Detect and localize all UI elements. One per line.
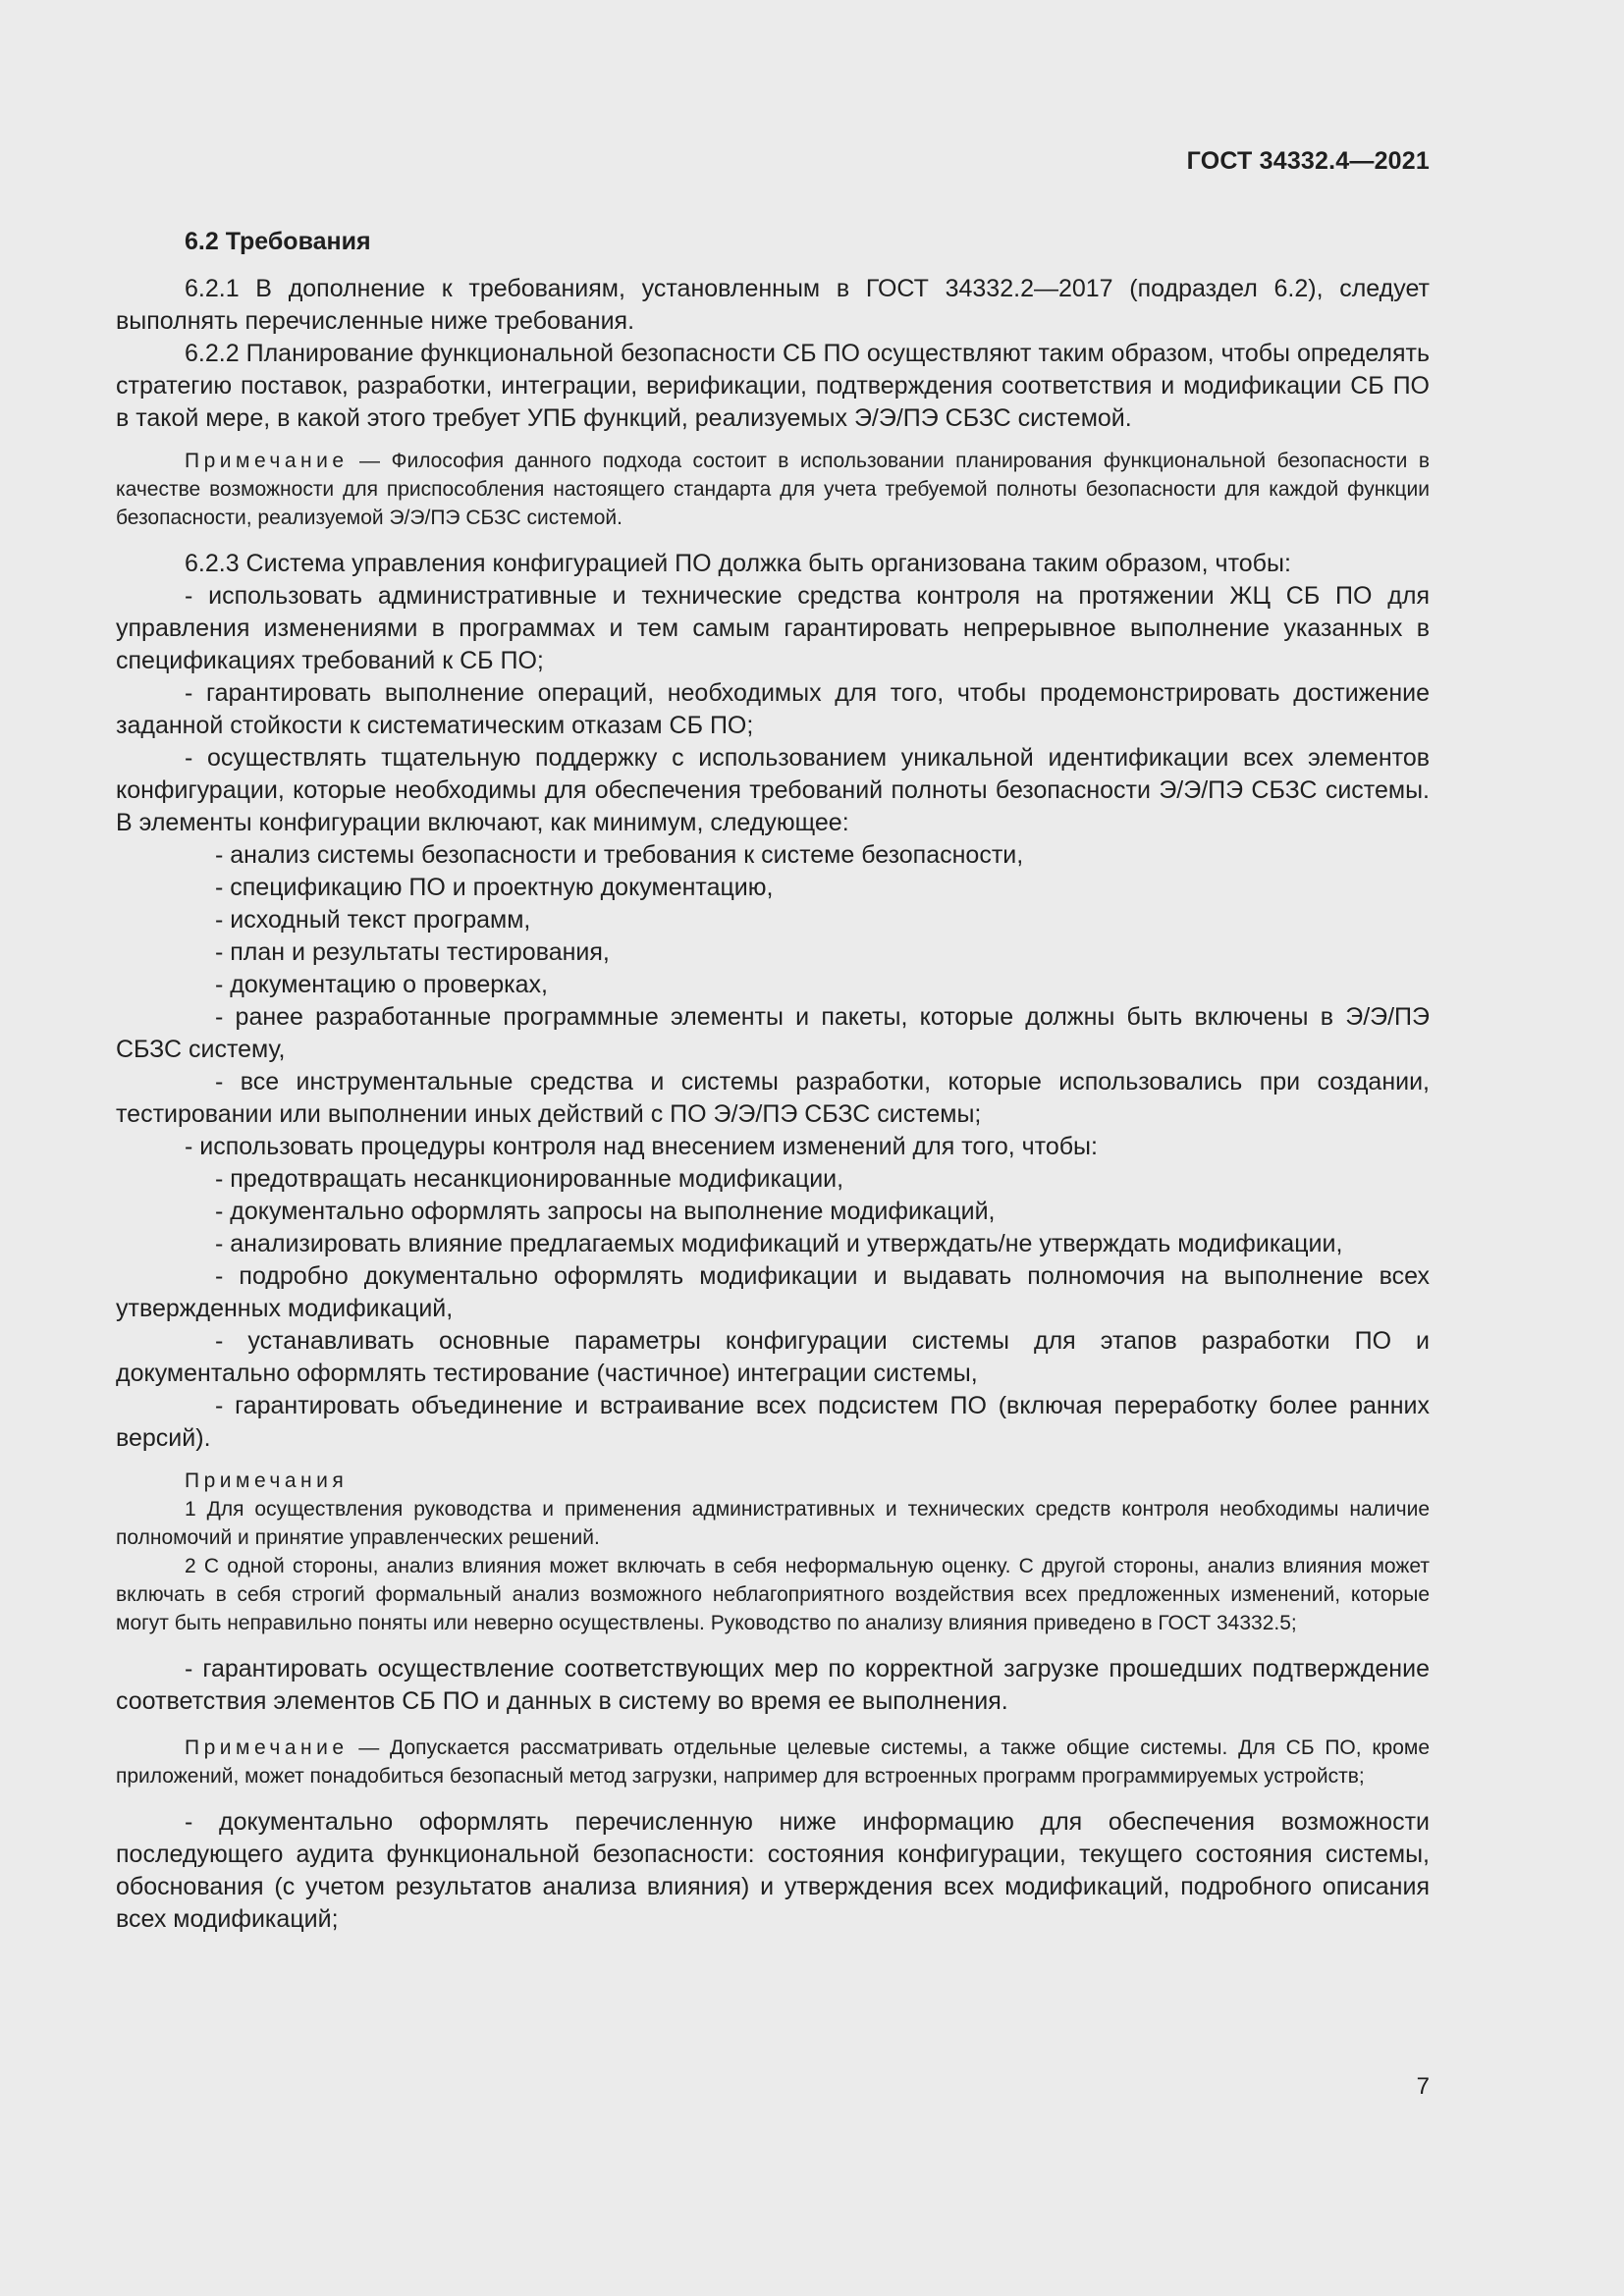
page-number: 7 xyxy=(1416,2073,1430,2100)
document-code: ГОСТ 34332.4—2021 xyxy=(1186,147,1430,175)
sub-list-item: - спецификацию ПО и проектную документацию, xyxy=(215,874,774,901)
note-label: Примечание xyxy=(185,1736,349,1759)
note-item-1: 1 Для осуществления руководства и применения административных и технических средств контроля необходимы наличие полномочий и принятие управленческих решений. xyxy=(116,1498,1430,1549)
note-1 xyxy=(116,447,1430,532)
bullet-item: - осуществлять тщательную поддержку с использованием уникальной идентификации всех элементов конфигурации, которые необходимы для обеспечения требований полноты безопасности Э/Э/ПЭ СБЗС системы. В элементы конфигурации включают, как минимум, следующее: xyxy=(116,744,1430,836)
notes-label: Примечания xyxy=(185,1469,349,1492)
sub-list-item: - гарантировать объединение и встраивание всех подсистем ПО (включая переработку более ранних версий). xyxy=(116,1392,1430,1452)
bullet-item: - гарантировать выполнение операций, необходимых для того, чтобы продемонстрировать достижение заданной стойкости к систематическим отказам СБ ПО; xyxy=(116,679,1430,739)
page-content xyxy=(116,224,1430,1936)
note-item-2: 2 С одной стороны, анализ влияния может включать в себя неформальную оценку. С другой стороны, анализ влияния может включать в себя строгий формальный анализ возможного неблагоприятного воздействия всех предложенных изменений, которые могут быть неправильно поняты или неверно осуществлены. Руководство по анализу влияния приведено в ГОСТ 34332.5; xyxy=(116,1555,1430,1634)
sub-list-item: - анализ системы безопасности и требования к системе безопасности, xyxy=(215,841,1024,869)
sub-list-item: - ранее разработанные программные элементы и пакеты, которые должны быть включены в Э/Э/ПЭ СБЗС систему, xyxy=(116,1003,1430,1063)
section-heading: 6.2 Требования xyxy=(185,228,371,255)
notes-heading xyxy=(116,1467,1430,1495)
bullet-item: - гарантировать осуществление соответствующих мер по корректной загрузке прошедших подтверждение соответствия элементов СБ ПО и данных в систему во время ее выполнения. xyxy=(116,1655,1430,1715)
note-3 xyxy=(116,1734,1430,1790)
sub-list-item: - анализировать влияние предлагаемых модификаций и утверждать/не утверждать модификации, xyxy=(215,1230,1343,1257)
sub-list-item: - подробно документально оформлять модификации и выдавать полномочия на выполнение всех утвержденных модификаций, xyxy=(116,1262,1430,1322)
bullet-item: - использовать процедуры контроля над внесением изменений для того, чтобы: xyxy=(185,1133,1098,1160)
note-text: — Философия данного подхода состоит в использовании планирования функциональной безопасности в качестве возможности для приспособления настоящего стандарта для учета требуемой полноты безопасности для каждой функции безопасности, реализуемой Э/Э/ПЭ СБЗС системой. xyxy=(116,450,1430,529)
bullet-item: - использовать административные и технические средства контроля на протяжении ЖЦ СБ ПО для управления изменениями в программах и тем самым гарантировать непрерывное выполнение указанных в спецификациях требований к СБ ПО; xyxy=(116,582,1430,674)
sub-list-item: - предотвращать несанкционированные модификации, xyxy=(215,1165,844,1193)
paragraph-6-2-1: 6.2.1 В дополнение к требованиям, установленным в ГОСТ 34332.2—2017 (подраздел 6.2), следует выполнять перечисленные ниже требования. xyxy=(116,275,1430,335)
sub-list-item: - документацию о проверках, xyxy=(215,971,548,998)
paragraph-6-2-3: 6.2.3 Система управления конфигурацией ПО должка быть организована таким образом, чтобы: xyxy=(185,550,1291,577)
sub-list-item: - устанавливать основные параметры конфигурации системы для этапов разработки ПО и документально оформлять тестирование (частичное) интеграции системы, xyxy=(116,1327,1430,1387)
note-text: — Допускается рассматривать отдельные целевые системы, а также общие системы. Для СБ ПО, кроме приложений, может понадобиться безопасный метод загрузки, например для встроенных программ программируемых устройств; xyxy=(116,1736,1430,1788)
bullet-item: - документально оформлять перечисленную ниже информацию для обеспечения возможности последующего аудита функциональной безопасности: состояния конфигурации, текущего состояния системы, обоснования (с учетом результатов анализа влияния) и утверждения всех модификаций, подробного описания всех модификаций; xyxy=(116,1808,1430,1933)
sub-list-item: - исходный текст программ, xyxy=(215,906,531,934)
sub-list-item: - все инструментальные средства и системы разработки, которые использовались при создании, тестировании или выполнении иных действий с ПО Э/Э/ПЭ СБЗС системы; xyxy=(116,1068,1430,1128)
note-label: Примечание xyxy=(185,450,349,472)
paragraph-6-2-2: 6.2.2 Планирование функциональной безопасности СБ ПО осуществляют таким образом, чтобы определять стратегию поставок, разработки, интеграции, верификации, подтверждения соответствия и модификации СБ ПО в такой мере, в какой этого требует УПБ функций, реализуемых Э/Э/ПЭ СБЗС системой. xyxy=(116,340,1430,432)
sub-list-item: - план и результаты тестирования, xyxy=(215,938,610,966)
sub-list-item: - документально оформлять запросы на выполнение модификаций, xyxy=(215,1198,996,1225)
